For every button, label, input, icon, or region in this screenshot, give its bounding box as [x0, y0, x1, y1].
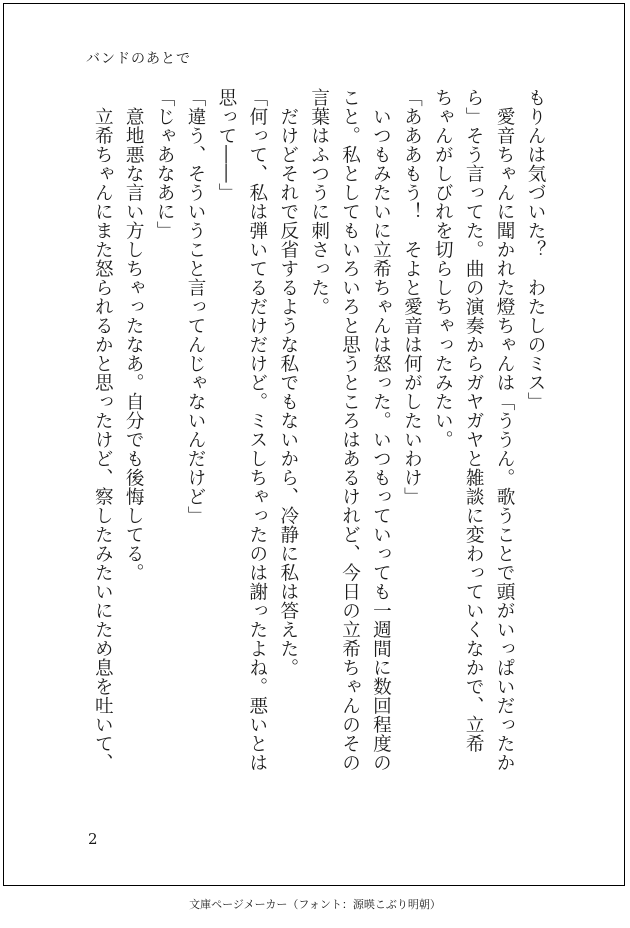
text-line: もりんは気づいた？ わたしのミス」	[525, 88, 546, 411]
footer-caption: 文庫ページメーカー（フォント：源暎こぶり明朝）	[189, 898, 441, 911]
text-line: ちゃんがしびれを切らしちゃったみたい。	[432, 88, 454, 449]
text-line: だけどそれで反省するような私でもないから、冷静に私は答えた。	[277, 88, 299, 677]
text-line: 「じゃあなあに」	[154, 88, 176, 240]
text-line: こと。私としてもいろいろと思うところはあるけれど、今日の立希ちゃんのその	[339, 88, 361, 772]
running-title: バンドのあとで	[86, 51, 191, 67]
text-line: 立希ちゃんにまた怒られるかと思ったけど、察したみたいにため息を吐いて、	[92, 88, 114, 772]
text-line: 思って――」	[215, 88, 237, 202]
text-line: 「何って、私は弾いてるだけだけど。ミスしちゃったのは謝ったよね。悪いとは	[246, 88, 268, 772]
book-page	[3, 3, 625, 886]
vertical-body-text	[80, 88, 550, 778]
text-line: 意地悪な言い方しちゃったなあ。自分でも後悔してる。	[123, 88, 145, 582]
text-line: 「あああもう！ そよと愛音は何がしたいわけ」	[401, 88, 423, 506]
text-line: ら」そう言ってた。曲の演奏からガヤガヤと雑談に変わっていくなかで、立希	[463, 88, 485, 753]
text-line: いつもみたいに立希ちゃんは怒った。いつもっていっても一週間に数回程度の	[370, 88, 392, 772]
text-line: 「違う、そういうこと言ってんじゃないんだけど」	[185, 88, 207, 525]
text-line: 言葉はふつうに刺さった。	[308, 88, 330, 316]
page-number: 2	[88, 830, 98, 848]
text-line: 愛音ちゃんに聞かれた燈ちゃんは「ううん。歌うことで頭がいっぱいだったか	[494, 88, 516, 772]
